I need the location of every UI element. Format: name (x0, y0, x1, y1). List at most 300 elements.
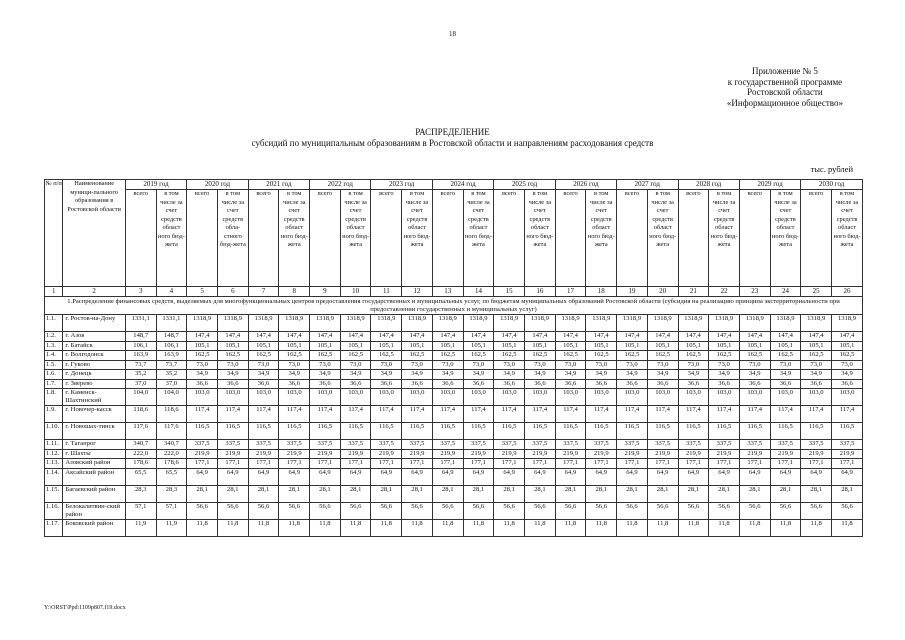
value-cell: 177,1 (678, 459, 709, 469)
value-cell: 147,4 (187, 332, 218, 342)
row-number: 1.8. (45, 389, 63, 406)
value-cell: 11,9 (125, 519, 156, 536)
value-cell: 337,5 (586, 440, 617, 450)
value-cell: 117,4 (832, 406, 863, 423)
value-cell: 1318,9 (340, 315, 371, 332)
value-cell: 103,0 (371, 389, 402, 406)
value-cell: 162,5 (463, 351, 494, 361)
municipality-name: г. Гуково (63, 360, 125, 370)
value-cell: 147,4 (555, 332, 586, 342)
value-cell: 116,5 (248, 423, 279, 440)
col-header-regional-budget: в том числе за счет средств област ного бюд-жета (709, 190, 740, 287)
municipality-name: г. Зверево (63, 379, 125, 389)
value-cell: 64,9 (310, 468, 341, 485)
column-number: 2 (63, 287, 125, 297)
value-cell: 177,1 (739, 459, 770, 469)
value-cell: 11,8 (432, 519, 463, 536)
value-cell: 1318,9 (801, 315, 832, 332)
column-number: 13 (432, 287, 463, 297)
value-cell: 162,5 (647, 351, 678, 361)
file-path-footer: Y:\ORST\Ppd\1109p807.f19.docx (44, 605, 126, 611)
value-cell: 116,5 (770, 423, 801, 440)
value-cell: 162,5 (678, 351, 709, 361)
municipality-name: Азовский район (63, 459, 125, 469)
value-cell: 162,5 (617, 351, 648, 361)
value-cell: 56,6 (279, 502, 310, 519)
value-cell: 28,1 (525, 485, 556, 502)
row-number: 1.7. (45, 379, 63, 389)
value-cell: 36,6 (217, 379, 248, 389)
value-cell: 28,1 (217, 485, 248, 502)
value-cell: 11,8 (832, 519, 863, 536)
table-row (45, 519, 863, 536)
value-cell: 34,9 (340, 370, 371, 380)
column-number: 14 (463, 287, 494, 297)
value-cell: 11,8 (463, 519, 494, 536)
municipality-name: г. Каменск-Шахтинский (63, 389, 125, 406)
value-cell: 219,9 (463, 449, 494, 459)
value-cell: 56,6 (770, 502, 801, 519)
col-header-regional-budget: в том числе за счет средств област ного бюд-жета (402, 190, 433, 287)
value-cell: 36,6 (586, 379, 617, 389)
value-cell: 36,6 (494, 379, 525, 389)
value-cell: 116,5 (617, 423, 648, 440)
value-cell: 1318,9 (187, 315, 218, 332)
value-cell: 1318,9 (555, 315, 586, 332)
value-cell: 28,1 (770, 485, 801, 502)
value-cell: 117,4 (279, 406, 310, 423)
value-cell: 117,4 (555, 406, 586, 423)
value-cell: 219,9 (248, 449, 279, 459)
column-number: 6 (217, 287, 248, 297)
value-cell: 36,6 (832, 379, 863, 389)
value-cell: 219,9 (678, 449, 709, 459)
value-cell: 1318,9 (217, 315, 248, 332)
value-cell: 337,5 (525, 440, 556, 450)
value-cell: 11,8 (279, 519, 310, 536)
municipality-name: г. Волгодонск (63, 351, 125, 361)
section-title: 1.Распределение финансовых средств, выделяемых для многофункциональных центров предоставления государственных и муниципальных услуг, по бюджетам муниципальных образований Ростовской области (субсидия на реализацию принципа экстерриториальности при предоставлении государственных и муниципальных услуг) (45, 297, 863, 315)
value-cell: 1318,9 (678, 315, 709, 332)
municipality-name: г. Донецк (63, 370, 125, 380)
value-cell: 56,6 (371, 502, 402, 519)
value-cell: 56,6 (617, 502, 648, 519)
value-cell: 117,4 (432, 406, 463, 423)
value-cell: 340,7 (125, 440, 156, 450)
value-cell: 34,9 (832, 370, 863, 380)
table-row (45, 370, 863, 380)
value-cell: 28,1 (187, 485, 218, 502)
value-cell: 1318,9 (770, 315, 801, 332)
value-cell: 162,5 (739, 351, 770, 361)
value-cell: 219,9 (432, 449, 463, 459)
value-cell: 117,4 (770, 406, 801, 423)
value-cell: 1318,9 (310, 315, 341, 332)
value-cell: 337,5 (739, 440, 770, 450)
value-cell: 162,5 (525, 351, 556, 361)
value-cell: 105,1 (371, 341, 402, 351)
value-cell: 34,9 (617, 370, 648, 380)
page-number: 18 (449, 30, 456, 38)
value-cell: 116,5 (555, 423, 586, 440)
value-cell: 73,0 (402, 360, 433, 370)
value-cell: 162,5 (279, 351, 310, 361)
value-cell: 56,6 (739, 502, 770, 519)
column-number-row (45, 287, 863, 297)
value-cell: 56,6 (402, 502, 433, 519)
value-cell: 117,4 (678, 406, 709, 423)
annex-line: к государственной программе (727, 76, 843, 87)
col-header-year: 2025 год (494, 180, 555, 190)
value-cell: 116,5 (279, 423, 310, 440)
value-cell: 162,5 (310, 351, 341, 361)
value-cell: 178,6 (156, 459, 187, 469)
value-cell: 28,1 (279, 485, 310, 502)
value-cell: 73,0 (617, 360, 648, 370)
value-cell: 28,1 (463, 485, 494, 502)
value-cell: 118,6 (156, 406, 187, 423)
value-cell: 219,9 (832, 449, 863, 459)
value-cell: 73,0 (463, 360, 494, 370)
value-cell: 105,1 (402, 341, 433, 351)
value-cell: 36,6 (647, 379, 678, 389)
value-cell: 147,4 (494, 332, 525, 342)
value-cell: 36,6 (279, 379, 310, 389)
col-header-total: всего (801, 190, 832, 287)
value-cell: 219,9 (739, 449, 770, 459)
value-cell: 103,0 (647, 389, 678, 406)
value-cell: 56,6 (832, 502, 863, 519)
title-line-1: РАСПРЕДЕЛЕНИЕ (415, 127, 490, 137)
value-cell: 177,1 (371, 459, 402, 469)
value-cell: 11,9 (156, 519, 187, 536)
column-number: 18 (586, 287, 617, 297)
header-row-subcolumns (45, 190, 863, 287)
row-number: 1.9. (45, 406, 63, 423)
column-number: 3 (125, 287, 156, 297)
municipality-name: г. Новочер-касск (63, 406, 125, 423)
value-cell: 64,9 (678, 468, 709, 485)
value-cell: 34,9 (248, 370, 279, 380)
value-cell: 117,4 (340, 406, 371, 423)
value-cell: 162,5 (586, 351, 617, 361)
value-cell: 11,8 (187, 519, 218, 536)
value-cell: 117,4 (371, 406, 402, 423)
value-cell: 104,0 (156, 389, 187, 406)
column-number: 10 (340, 287, 371, 297)
value-cell: 34,9 (463, 370, 494, 380)
col-header-regional-budget: в том числе за счет средств област ного бюд-жета (463, 190, 494, 287)
value-cell: 11,8 (709, 519, 740, 536)
value-cell: 73,0 (647, 360, 678, 370)
value-cell: 219,9 (371, 449, 402, 459)
value-cell: 162,5 (371, 351, 402, 361)
value-cell: 162,5 (187, 351, 218, 361)
value-cell: 1318,9 (248, 315, 279, 332)
value-cell: 28,1 (617, 485, 648, 502)
row-number: 1.17. (45, 519, 63, 536)
value-cell: 64,9 (832, 468, 863, 485)
value-cell: 11,8 (494, 519, 525, 536)
value-cell: 36,6 (402, 379, 433, 389)
value-cell: 117,4 (739, 406, 770, 423)
value-cell: 219,9 (279, 449, 310, 459)
col-header-total: всего (310, 190, 341, 287)
col-header-regional-budget: в том числе за счет средств обла-стного бюд-жета (217, 190, 248, 287)
header-row-years (45, 180, 863, 190)
value-cell: 162,5 (217, 351, 248, 361)
value-cell: 337,5 (494, 440, 525, 450)
value-cell: 36,6 (187, 379, 218, 389)
value-cell: 147,4 (279, 332, 310, 342)
value-cell: 34,9 (770, 370, 801, 380)
table-row (45, 332, 863, 342)
value-cell: 219,9 (310, 449, 341, 459)
column-number: 19 (617, 287, 648, 297)
value-cell: 28,1 (310, 485, 341, 502)
value-cell: 105,1 (770, 341, 801, 351)
value-cell: 73,0 (832, 360, 863, 370)
col-header-year: 2023 год (371, 180, 432, 190)
value-cell: 103,0 (187, 389, 218, 406)
table-row (45, 459, 863, 469)
value-cell: 28,1 (402, 485, 433, 502)
value-cell: 34,9 (310, 370, 341, 380)
value-cell: 106,1 (156, 341, 187, 351)
value-cell: 117,4 (494, 406, 525, 423)
value-cell: 162,5 (402, 351, 433, 361)
value-cell: 64,9 (617, 468, 648, 485)
value-cell: 57,1 (125, 502, 156, 519)
value-cell: 1318,9 (463, 315, 494, 332)
value-cell: 73,0 (678, 360, 709, 370)
value-cell: 116,5 (340, 423, 371, 440)
value-cell: 105,1 (340, 341, 371, 351)
column-number: 15 (494, 287, 525, 297)
value-cell: 1318,9 (432, 315, 463, 332)
value-cell: 163,9 (156, 351, 187, 361)
value-cell: 28,1 (494, 485, 525, 502)
value-cell: 337,5 (217, 440, 248, 450)
value-cell: 219,9 (647, 449, 678, 459)
value-cell: 73,0 (525, 360, 556, 370)
municipality-name: г. Шахты (63, 449, 125, 459)
value-cell: 147,4 (432, 332, 463, 342)
value-cell: 337,5 (678, 440, 709, 450)
col-header-regional-budget: в том числе за счет средств област ного бюд-жета (156, 190, 187, 287)
col-header-year: 2019 год (125, 180, 186, 190)
col-header-year: 2022 год (310, 180, 371, 190)
value-cell: 73,7 (125, 360, 156, 370)
value-cell: 147,4 (463, 332, 494, 342)
value-cell: 56,6 (217, 502, 248, 519)
value-cell: 73,0 (279, 360, 310, 370)
value-cell: 1318,9 (402, 315, 433, 332)
value-cell: 36,6 (678, 379, 709, 389)
value-cell: 337,5 (371, 440, 402, 450)
value-cell: 28,1 (709, 485, 740, 502)
municipality-name: г. Ростов-на-Дону (63, 315, 125, 332)
value-cell: 147,4 (248, 332, 279, 342)
subsidy-table (44, 179, 863, 537)
value-cell: 56,6 (678, 502, 709, 519)
row-number: 1.14. (45, 468, 63, 485)
value-cell: 117,4 (647, 406, 678, 423)
value-cell: 177,1 (801, 459, 832, 469)
value-cell: 177,1 (187, 459, 218, 469)
col-header-regional-budget: в том числе за счет средств област ного бюд-жета (770, 190, 801, 287)
value-cell: 177,1 (617, 459, 648, 469)
value-cell: 1318,9 (371, 315, 402, 332)
value-cell: 162,5 (340, 351, 371, 361)
value-cell: 147,4 (586, 332, 617, 342)
value-cell: 337,5 (832, 440, 863, 450)
annex-line: «Информационное общество» (726, 97, 843, 108)
unit-label: тыс. рублей (810, 164, 853, 174)
value-cell: 117,4 (801, 406, 832, 423)
value-cell: 222,0 (125, 449, 156, 459)
value-cell: 147,4 (739, 332, 770, 342)
value-cell: 34,9 (739, 370, 770, 380)
col-header-year: 2028 год (678, 180, 739, 190)
value-cell: 56,6 (494, 502, 525, 519)
value-cell: 103,0 (617, 389, 648, 406)
col-header-year: 2029 год (739, 180, 800, 190)
value-cell: 73,0 (586, 360, 617, 370)
value-cell: 147,4 (678, 332, 709, 342)
column-number: 20 (647, 287, 678, 297)
value-cell: 56,6 (647, 502, 678, 519)
row-number: 1.15. (45, 485, 63, 502)
value-cell: 105,1 (739, 341, 770, 351)
value-cell: 36,6 (248, 379, 279, 389)
value-cell: 116,5 (463, 423, 494, 440)
value-cell: 11,8 (770, 519, 801, 536)
table-row (45, 379, 863, 389)
document-title (0, 127, 905, 149)
table-row (45, 341, 863, 351)
col-header-municipality: Наименование муници-пального образования в Ростовской области (63, 180, 125, 287)
value-cell: 177,1 (248, 459, 279, 469)
table-row (45, 389, 863, 406)
table-row (45, 485, 863, 502)
row-number: 1.6. (45, 370, 63, 380)
col-header-total: всего (678, 190, 709, 287)
value-cell: 11,8 (678, 519, 709, 536)
row-number: 1.13. (45, 459, 63, 469)
value-cell: 337,5 (432, 440, 463, 450)
value-cell: 56,6 (555, 502, 586, 519)
col-header-total: всего (125, 190, 156, 287)
value-cell: 162,5 (770, 351, 801, 361)
value-cell: 147,4 (310, 332, 341, 342)
value-cell: 162,5 (248, 351, 279, 361)
value-cell: 1318,9 (617, 315, 648, 332)
column-number: 4 (156, 287, 187, 297)
value-cell: 147,4 (340, 332, 371, 342)
value-cell: 65,5 (125, 468, 156, 485)
value-cell: 177,1 (402, 459, 433, 469)
value-cell: 56,6 (187, 502, 218, 519)
value-cell: 34,9 (647, 370, 678, 380)
value-cell: 64,9 (555, 468, 586, 485)
value-cell: 117,4 (402, 406, 433, 423)
value-cell: 11,8 (586, 519, 617, 536)
value-cell: 116,5 (494, 423, 525, 440)
value-cell: 28,3 (125, 485, 156, 502)
value-cell: 64,9 (586, 468, 617, 485)
col-header-year: 2027 год (617, 180, 678, 190)
value-cell: 117,4 (525, 406, 556, 423)
value-cell: 103,0 (248, 389, 279, 406)
value-cell: 219,9 (340, 449, 371, 459)
col-header-year: 2026 год (555, 180, 616, 190)
value-cell: 36,6 (770, 379, 801, 389)
value-cell: 11,8 (801, 519, 832, 536)
value-cell: 34,9 (678, 370, 709, 380)
row-number: 1.16. (45, 502, 63, 519)
value-cell: 103,0 (463, 389, 494, 406)
value-cell: 64,9 (494, 468, 525, 485)
value-cell: 116,5 (217, 423, 248, 440)
value-cell: 34,9 (555, 370, 586, 380)
value-cell: 177,1 (555, 459, 586, 469)
value-cell: 11,8 (310, 519, 341, 536)
value-cell: 1318,9 (709, 315, 740, 332)
value-cell: 73,0 (801, 360, 832, 370)
value-cell: 116,5 (187, 423, 218, 440)
value-cell: 177,1 (279, 459, 310, 469)
value-cell: 36,6 (371, 379, 402, 389)
annex-line: Приложение № 5 (751, 66, 818, 76)
value-cell: 103,0 (279, 389, 310, 406)
value-cell: 36,6 (739, 379, 770, 389)
column-number: 8 (279, 287, 310, 297)
table-row (45, 360, 863, 370)
value-cell: 73,7 (156, 360, 187, 370)
value-cell: 177,1 (217, 459, 248, 469)
value-cell: 36,6 (310, 379, 341, 389)
value-cell: 64,9 (371, 468, 402, 485)
municipality-name: г. Батайск (63, 341, 125, 351)
value-cell: 148,7 (156, 332, 187, 342)
value-cell: 11,8 (340, 519, 371, 536)
row-number: 1.2. (45, 332, 63, 342)
value-cell: 36,6 (432, 379, 463, 389)
value-cell: 337,5 (310, 440, 341, 450)
value-cell: 56,6 (801, 502, 832, 519)
value-cell: 11,8 (525, 519, 556, 536)
value-cell: 105,1 (279, 341, 310, 351)
value-cell: 1331,1 (156, 315, 187, 332)
value-cell: 116,5 (832, 423, 863, 440)
value-cell: 11,8 (617, 519, 648, 536)
value-cell: 147,4 (217, 332, 248, 342)
col-header-total: всего (617, 190, 648, 287)
value-cell: 177,1 (525, 459, 556, 469)
value-cell: 117,4 (217, 406, 248, 423)
value-cell: 117,4 (463, 406, 494, 423)
column-number: 23 (739, 287, 770, 297)
value-cell: 73,0 (555, 360, 586, 370)
value-cell: 105,1 (647, 341, 678, 351)
value-cell: 219,9 (801, 449, 832, 459)
value-cell: 147,4 (832, 332, 863, 342)
value-cell: 103,0 (832, 389, 863, 406)
value-cell: 177,1 (709, 459, 740, 469)
value-cell: 103,0 (739, 389, 770, 406)
col-header-regional-budget: в том числе за счет средств област ного бюд-жета (525, 190, 556, 287)
